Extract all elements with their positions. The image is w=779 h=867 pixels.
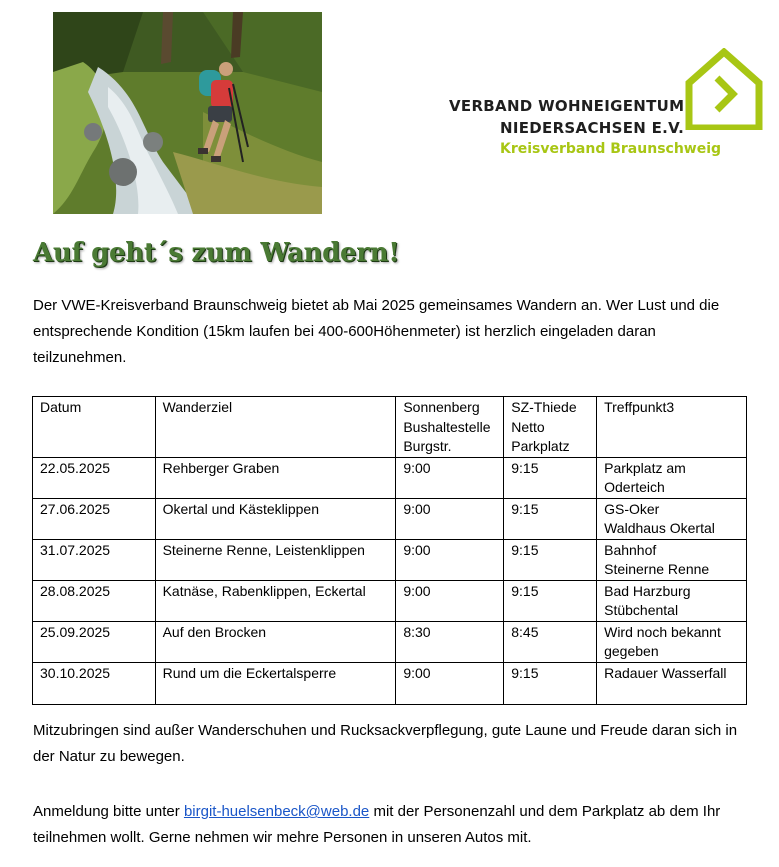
vwe-logo	[440, 45, 770, 165]
cell-time1: 9:00	[396, 457, 504, 498]
table-row	[33, 539, 747, 580]
meeting-line: GS-Oker	[604, 500, 660, 517]
page-headline: Auf geht´s zum Wandern!	[33, 238, 400, 268]
meeting-line: Steinerne Renne	[604, 561, 710, 577]
cell-date: 30.10.2025	[33, 662, 156, 704]
cell-date: 22.05.2025	[33, 457, 156, 498]
hiking-schedule-table	[32, 396, 747, 705]
house-logo-icon	[684, 48, 764, 130]
meeting-line: Wird noch bekannt	[604, 623, 721, 640]
cell-date: 31.07.2025	[33, 539, 156, 580]
cell-meeting	[597, 457, 747, 498]
cell-meeting	[597, 498, 747, 539]
header-date: Datum	[33, 397, 156, 458]
meeting-line: Bahnhof	[604, 541, 657, 558]
cell-meeting	[597, 539, 747, 580]
cell-time1: 9:00	[396, 662, 504, 704]
cell-time2: 9:15	[504, 539, 597, 580]
register-text-after: mit der Personenzahl und dem Parkplatz ab dem Ihr teilnehmen wollt. Gerne nehmen wir mehre Personen in unseren Autos mit.	[33, 803, 721, 846]
cell-time2: 9:15	[504, 580, 597, 621]
table-row	[33, 580, 747, 621]
header-stop-sonnenberg	[396, 397, 504, 458]
logo-org-name-2: NIEDERSACHSEN E.V.	[500, 119, 685, 137]
header-line: Sonnenberg	[403, 399, 480, 415]
meeting-line: Oderteich	[604, 479, 665, 495]
cell-time2: 9:15	[504, 457, 597, 498]
cell-time2: 8:45	[504, 621, 597, 662]
header-destination: Wanderziel	[155, 397, 396, 458]
cell-date: 27.06.2025	[33, 498, 156, 539]
bring-along-paragraph: Mitzubringen sind außer Wanderschuhen und Rucksackverpflegung, gute Laune und Freude daran sich in der Natur zu bewegen.	[33, 722, 738, 765]
email-link[interactable]: birgit-huelsenbeck@web.de	[183, 803, 370, 820]
logo-org-name-1: VERBAND WOHNEIGENTUM	[449, 97, 685, 115]
cell-time1: 9:00	[396, 539, 504, 580]
header-line: Parkplatz	[511, 438, 570, 454]
cell-time2: 9:15	[504, 498, 597, 539]
table-row	[33, 621, 747, 662]
cell-meeting	[597, 580, 747, 621]
table-row	[33, 662, 747, 704]
cell-meeting	[597, 662, 747, 704]
cell-time1: 8:30	[396, 621, 504, 662]
cell-meeting	[597, 621, 747, 662]
cell-time1: 9:00	[396, 580, 504, 621]
table-row	[33, 457, 747, 498]
header-line: SZ-Thiede	[511, 399, 577, 415]
register-text-before: Anmeldung bitte unter	[33, 803, 184, 820]
meeting-line: Stübchental	[604, 602, 679, 618]
meeting-line: Bad Harzburg	[604, 582, 691, 599]
header-meeting-point: Treffpunkt3	[597, 397, 747, 458]
header-line: Burgstr.	[403, 438, 452, 454]
cell-destination: Rund um die Eckertalsperre	[155, 662, 396, 704]
meeting-line: Radauer Wasserfall	[604, 664, 727, 681]
logo-subtitle: Kreisverband Braunschweig	[500, 141, 722, 157]
meeting-line: Parkplatz am	[604, 459, 686, 476]
intro-paragraph: Der VWE-Kreisverband Braunschweig bietet ab Mai 2025 gemeinsames Wandern an. Wer Lust und die entsprechende Kondition (15km laufen bei 400-600Höhenmeter) ist herzlich eingeladen daran teilzunehmen.	[33, 297, 720, 366]
header-line: Netto	[511, 418, 545, 435]
cell-date: 28.08.2025	[33, 580, 156, 621]
meeting-line: Waldhaus Okertal	[604, 520, 715, 536]
table-header-row	[33, 397, 747, 458]
cell-date: 25.09.2025	[33, 621, 156, 662]
cell-destination: Rehberger Graben	[155, 457, 396, 498]
cell-destination: Katnäse, Rabenklippen, Eckertal	[155, 580, 396, 621]
cell-time2: 9:15	[504, 662, 597, 704]
table-row	[33, 498, 747, 539]
cell-destination: Steinerne Renne, Leistenklippen	[155, 539, 396, 580]
registration-paragraph	[33, 799, 748, 851]
hiker-stream-image	[53, 12, 322, 214]
meeting-line: gegeben	[604, 643, 659, 659]
cell-destination: Okertal und Kästeklippen	[155, 498, 396, 539]
hiking-photo	[53, 12, 322, 214]
cell-destination: Auf den Brocken	[155, 621, 396, 662]
cell-time1: 9:00	[396, 498, 504, 539]
header-line: Bushaltestelle	[403, 418, 491, 435]
header-stop-thiede	[504, 397, 597, 458]
